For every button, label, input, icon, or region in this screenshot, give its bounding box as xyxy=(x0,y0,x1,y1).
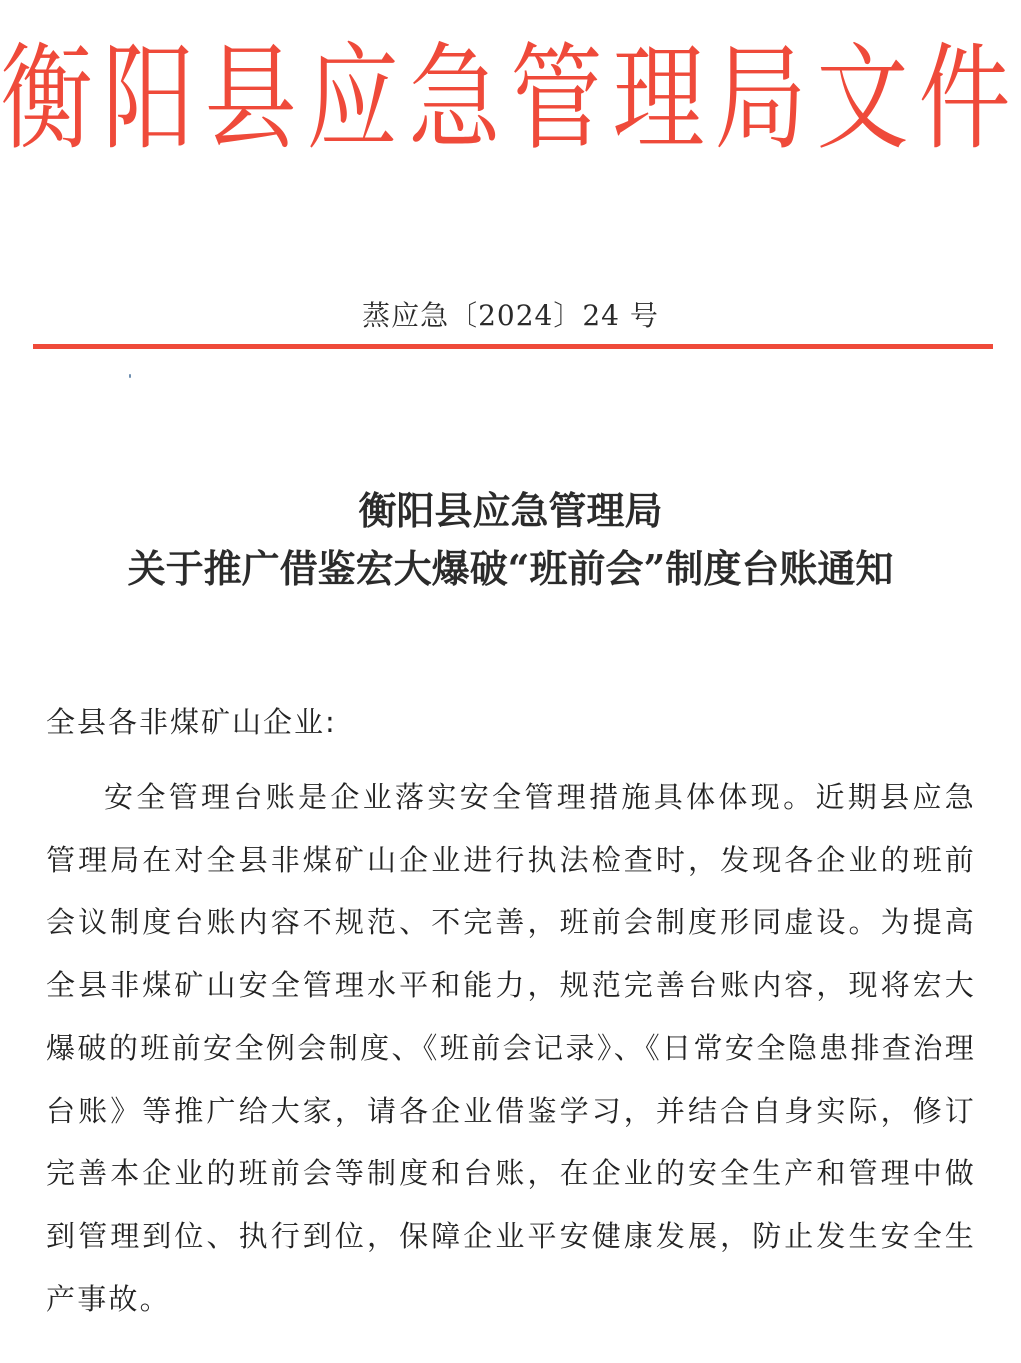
document-number: 蒸应急〔2024〕24 号 xyxy=(362,299,659,332)
document-red-header: 衡阳县应急管理局文件 xyxy=(0,31,1021,166)
red-divider-line xyxy=(33,344,993,349)
body-paragraph: 安全管理台账是企业落实安全管理措施具体体现。近期县应急管理局在对全县非煤矿山企业进行执法检查时，发现各企业的班前会议制度台账内容不规范、不完善，班前会制度形同虚设。为提高全县非煤矿山安全管理水平和能力，规范完善台账内容，现将宏大爆破的班前安全例会制度、《班前会记录》、《日常安全隐患排查治理台账》等推广给大家，请各企业借鉴学习，并结合自身实际，修订完善本企业的班前会等制度和台账，在企业的安全生产和管理中做到管理到位、执行到位，保障企业平安健康发展，防止发生安全生产事故。 xyxy=(46,780,976,1316)
scan-speck xyxy=(129,374,131,378)
document-title xyxy=(0,482,1021,598)
title-line-issuer: 衡阳县应急管理局 xyxy=(358,488,663,533)
salutation: 全县各非煤矿山企业: xyxy=(46,705,337,739)
title-line-subject: 关于推广借鉴宏大爆破“班前会”制度台账通知 xyxy=(127,546,894,591)
document-body xyxy=(46,700,976,1330)
